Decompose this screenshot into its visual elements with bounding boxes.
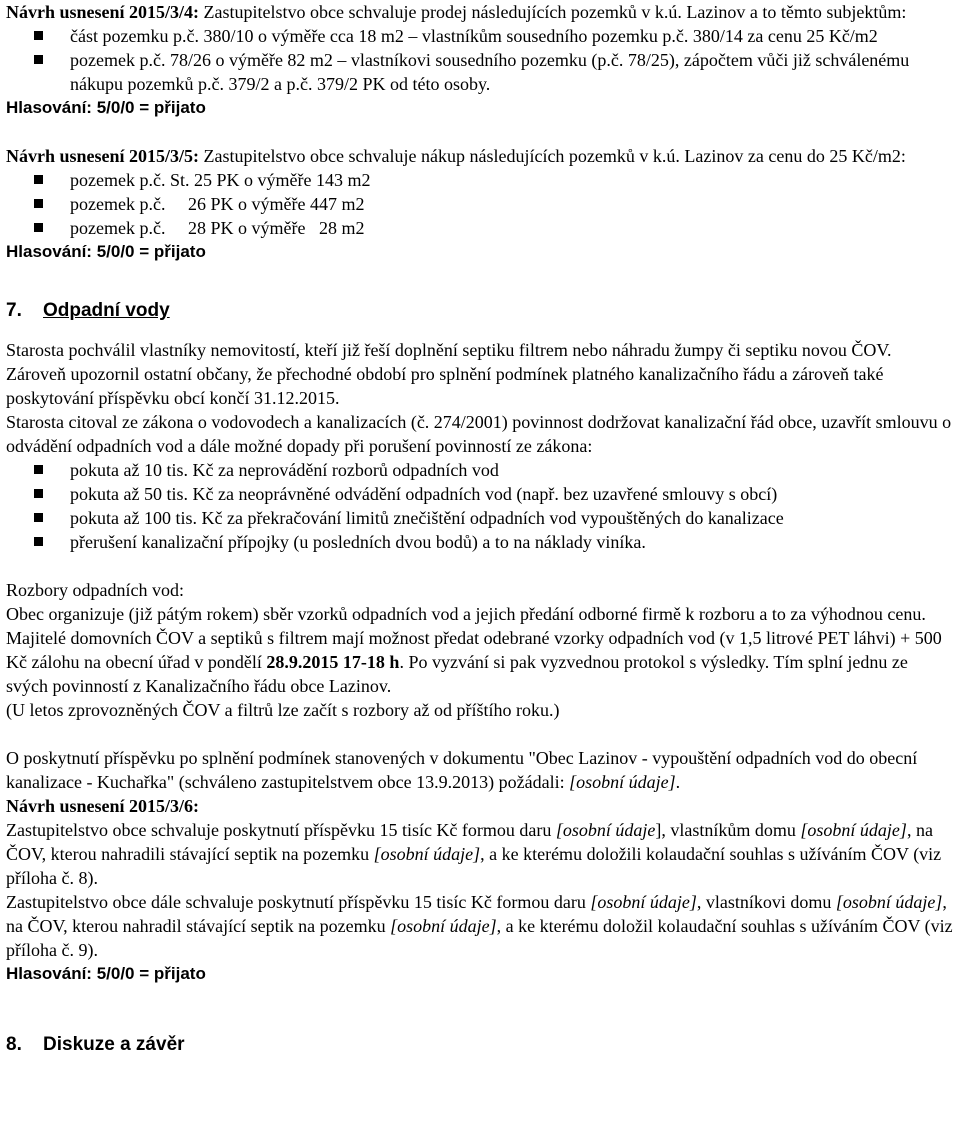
resolution-label: Návrh usnesení 2015/3/4: (6, 2, 200, 22)
vote-result: Hlasování: 5/0/0 = přijato (6, 242, 206, 261)
list-item: pozemek p.č. 26 PK o výměře 447 m2 (34, 192, 954, 216)
section-number: 8. (6, 1034, 22, 1055)
section-heading-8 (6, 1032, 954, 1058)
sale-parcels-list (6, 24, 954, 96)
list-item: pokuta až 100 tis. Kč za překračování limitů znečištění odpadních vod vypouštěných do kanalizace (34, 506, 954, 530)
vote-result: Hlasování: 5/0/0 = přijato (6, 964, 206, 983)
resolution-text: Zastupitelstvo obce schvaluje prodej následujících pozemků v k.ú. Lazinov a to těmto subjektům: (199, 2, 907, 22)
paragraph: Zastupitelstvo obce schvaluje poskytnutí příspěvku 15 tisíc Kč formou daru [osobní údaje], vlastníkům domu [osobní údaje], na ČOV, kterou nahradili stávající septik na pozemku [osobní údaje], a ke kterému doložili kolaudační souhlas s užíváním ČOV (viz příloha č. 8). (6, 820, 942, 888)
list-item: pozemek p.č. 28 PK o výměře 28 m2 (34, 216, 954, 240)
subheading: Rozbory odpadních vod: (6, 580, 184, 600)
redacted-text: [osobní údaje] (800, 820, 907, 840)
list-item: část pozemku p.č. 380/10 o výměře cca 18 m2 – vlastníkům sousedního pozemku p.č. 380/14 za cenu 25 Kč/m2 (34, 24, 954, 48)
redacted-text: [osobní údaje] (590, 892, 697, 912)
section-title: Diskuze a závěr (43, 1034, 185, 1055)
resolution-2015-3-4-intro (6, 0, 954, 24)
vote-result: Hlasování: 5/0/0 = přijato (6, 98, 206, 117)
list-item: pokuta až 50 tis. Kč za neoprávněné odvádění odpadních vod (např. bez uzavřené smlouvy s obcí) (34, 482, 954, 506)
resolution-text: Zastupitelstvo obce schvaluje nákup následujících pozemků v k.ú. Lazinov za cenu do 25 Kč/m2: (199, 146, 906, 166)
redacted-text: [osobní údaje] (390, 916, 497, 936)
paragraph: O poskytnutí příspěvku po splnění podmínek stanovených v dokumentu "Obec Lazinov - vypouštění odpadních vod do obecní kanalizace - Kuchařka" (schváleno zastupitelstvem obce 13.9.2013) požádali: [osobní údaje]. (6, 748, 918, 792)
resolution-label: Návrh usnesení 2015/3/5: (6, 146, 200, 166)
section-title: Odpadní vody (43, 300, 170, 321)
purchase-parcels-list (6, 168, 954, 240)
list-item: přerušení kanalizační přípojky (u posledních dvou bodů) a to na náklady viníka. (34, 530, 954, 554)
resolution-label: Návrh usnesení 2015/3/6: (6, 796, 200, 816)
redacted-text: [osobní údaje (555, 820, 656, 840)
paragraph: Obec organizuje (již pátým rokem) sběr vzorků odpadních vod a jejich předání odborné firmě k rozboru a to za výhodnou cenu. Majitelé domovních ČOV a septiků s filtrem mají možnost předat odebrané vzorky odpadních vod (v 1,5 litrové PET láhvi) + 500 Kč zálohu na obecní úřad v pondělí 28.9.2015 17-18 h. Po vyzvání si pak vyzvednou protokol s výsledky. Tím splní jednu ze svých povinností z Kanalizačního řádu obce Lazinov. (6, 604, 942, 696)
collection-date: 28.9.2015 17-18 h (266, 652, 400, 672)
redacted-text: [osobní údaje] (373, 844, 481, 864)
paragraph: (U letos zprovozněných ČOV a filtrů lze začít s rozbory až od příštího roku.) (6, 700, 560, 720)
paragraph: Starosta citoval ze zákona o vodovodech a kanalizacích (č. 274/2001) povinnost dodržovat kanalizační řád obce, uzavřít smlouvu o odvádění odpadních vod a dále možné dopady při porušení povinností ze zákona: (6, 412, 952, 456)
resolution-2015-3-5-intro (6, 144, 954, 168)
list-item: pozemek p.č. St. 25 PK o výměře 143 m2 (34, 168, 954, 192)
paragraph: Starosta pochválil vlastníky nemovitostí, kteří již řeší doplnění septiku filtrem nebo náhradu žumpy či septiku novou ČOV. Zároveň upozornil ostatní občany, že přechodné období pro splnění podmínek platného kanalizačního řádu a zároveň také poskytování příspěvku obcí končí 31.12.2015. (6, 340, 892, 408)
paragraph: Zastupitelstvo obce dále schvaluje poskytnutí příspěvku 15 tisíc Kč formou daru [osobní údaje], vlastníkovi domu [osobní údaje], na ČOV, kterou nahradil stávající septik na pozemku [osobní údaje], a ke kterému doložil kolaudační souhlas s užíváním ČOV (viz příloha č. 9). (6, 892, 953, 960)
redacted-text: [osobní údaje] (569, 772, 676, 792)
redacted-text: [osobní údaje] (835, 892, 943, 912)
section-number: 7. (6, 300, 22, 321)
section-heading-7 (6, 298, 954, 324)
list-item: pokuta až 10 tis. Kč za neprovádění rozborů odpadních vod (34, 458, 954, 482)
penalties-list (6, 458, 954, 554)
list-item: pozemek p.č. 78/26 o výměře 82 m2 – vlastníkovi sousedního pozemku (p.č. 78/25), zápočtem vůči již schválenému nákupu pozemků p.č. 379/2 a p.č. 379/2 PK od této osoby. (34, 48, 954, 96)
